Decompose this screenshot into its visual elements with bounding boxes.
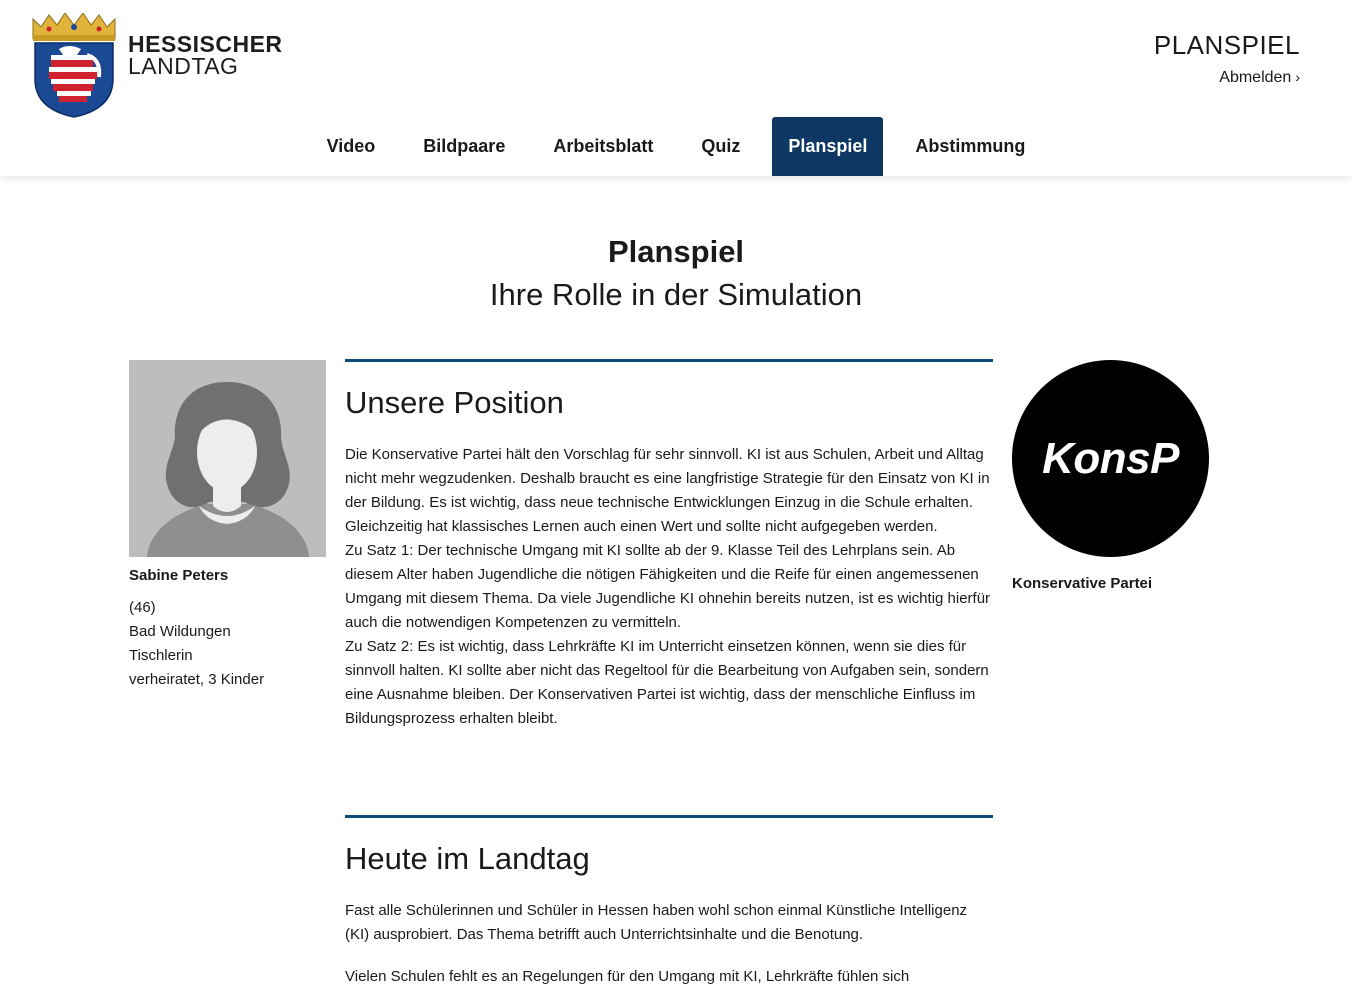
chevron-right-icon: ›	[1295, 69, 1300, 85]
party-name: Konservative Partei	[1012, 575, 1153, 592]
app-name: PLANSPIEL	[1153, 30, 1300, 60]
logout-label: Abmelden	[1219, 69, 1292, 86]
profile-family: verheiratet, 3 Kinder	[129, 671, 265, 688]
page-subtitle: Ihre Rolle in der Simulation	[489, 277, 863, 312]
party-card	[1012, 360, 1232, 592]
nav-tab-video[interactable]: Video	[326, 136, 376, 156]
logout-link[interactable]	[1219, 69, 1300, 87]
profile-job: Tischlerin	[129, 647, 193, 664]
position-paragraph-2: Zu Satz 1: Der technische Umgang mit KI sollte ab der 9. Klasse Teil des Lehrplans sein. Ab diesem Alter haben Jugendliche die nötigen Fähigkeiten und die Reife für einen angemessenen Umgang mit diesem Thema. Da viele Jugendliche KI ohnehin bereits nutzen, ist es wichtig hierfür auch die notwendigen Kompetenzen zu vermitteln.	[345, 542, 991, 631]
page-heading	[0, 232, 1352, 317]
party-logo-text: KonsP	[1042, 433, 1179, 483]
position-section	[345, 359, 993, 731]
profile-age: (46)	[129, 599, 156, 616]
nav-tab-arbeitsblatt[interactable]: Arbeitsblatt	[553, 136, 654, 156]
nav-tab-quiz[interactable]: Quiz	[701, 136, 741, 156]
today-paragraph-1: Fast alle Schülerinnen und Schüler in Hessen haben wohl schon einmal Künstliche Intelligenz (KI) ausprobiert. Das Thema betrifft auch Unterrichtsinhalte und die Benotung.	[345, 902, 968, 943]
today-section	[345, 815, 993, 989]
logo-line-2: LANDTAG	[128, 53, 239, 79]
today-body	[345, 899, 993, 989]
today-paragraph-2: Vielen Schulen fehlt es an Regelungen für den Umgang mit KI, Lehrkräfte fühlen sich	[345, 968, 910, 985]
site-logo[interactable]	[29, 13, 283, 119]
position-paragraph-1: Die Konservative Partei hält den Vorschlag für sehr sinnvoll. KI ist aus Schulen, Arbeit und Alltag nicht mehr wegzudenken. Deshalb braucht es eine langfristige Strategie für den Einsatz von KI in der Bildung. Es ist wichtig, dass neue technische Entwicklungen Einzug in die Schule erhalten. Gleichzeitig hat klassisches Lernen auch einen Wert und sollte nicht aufgegeben werden.	[345, 446, 990, 535]
today-heading: Heute im Landtag	[345, 841, 590, 876]
position-heading: Unsere Position	[345, 385, 564, 420]
nav-tab-abstimmung[interactable]: Abstimmung	[915, 136, 1026, 156]
site-header	[0, 0, 1352, 176]
nav-tab-planspiel[interactable]: Planspiel	[772, 117, 883, 176]
profile-city: Bad Wildungen	[129, 623, 231, 640]
position-body	[345, 443, 993, 731]
role-profile	[129, 360, 329, 692]
hessen-coat-of-arms-icon	[29, 13, 119, 119]
person-silhouette-icon	[129, 360, 326, 557]
main-nav	[0, 117, 1352, 176]
profile-name: Sabine Peters	[129, 567, 229, 584]
profile-details	[129, 596, 329, 692]
logo-line-1: HESSISCHER	[128, 31, 283, 57]
position-paragraph-3: Zu Satz 2: Es ist wichtig, dass Lehrkräfte KI im Unterricht einsetzen können, wenn sie dies für sinnvoll halten. KI sollte aber nicht das Regeltool für die Bearbeitung von Aufgaben sein, sondern eine Ausnahme bleiben. Der Konservativen Partei ist wichtig, dass der menschliche Einfluss im Bildungsprozess erhalten bleibt.	[345, 638, 989, 727]
nav-tab-bildpaare[interactable]: Bildpaare	[423, 136, 506, 156]
header-user-area	[1154, 30, 1300, 87]
party-logo	[1012, 360, 1209, 557]
page-title: Planspiel	[607, 234, 745, 269]
logo-wordmark	[128, 33, 283, 77]
avatar	[129, 360, 326, 557]
